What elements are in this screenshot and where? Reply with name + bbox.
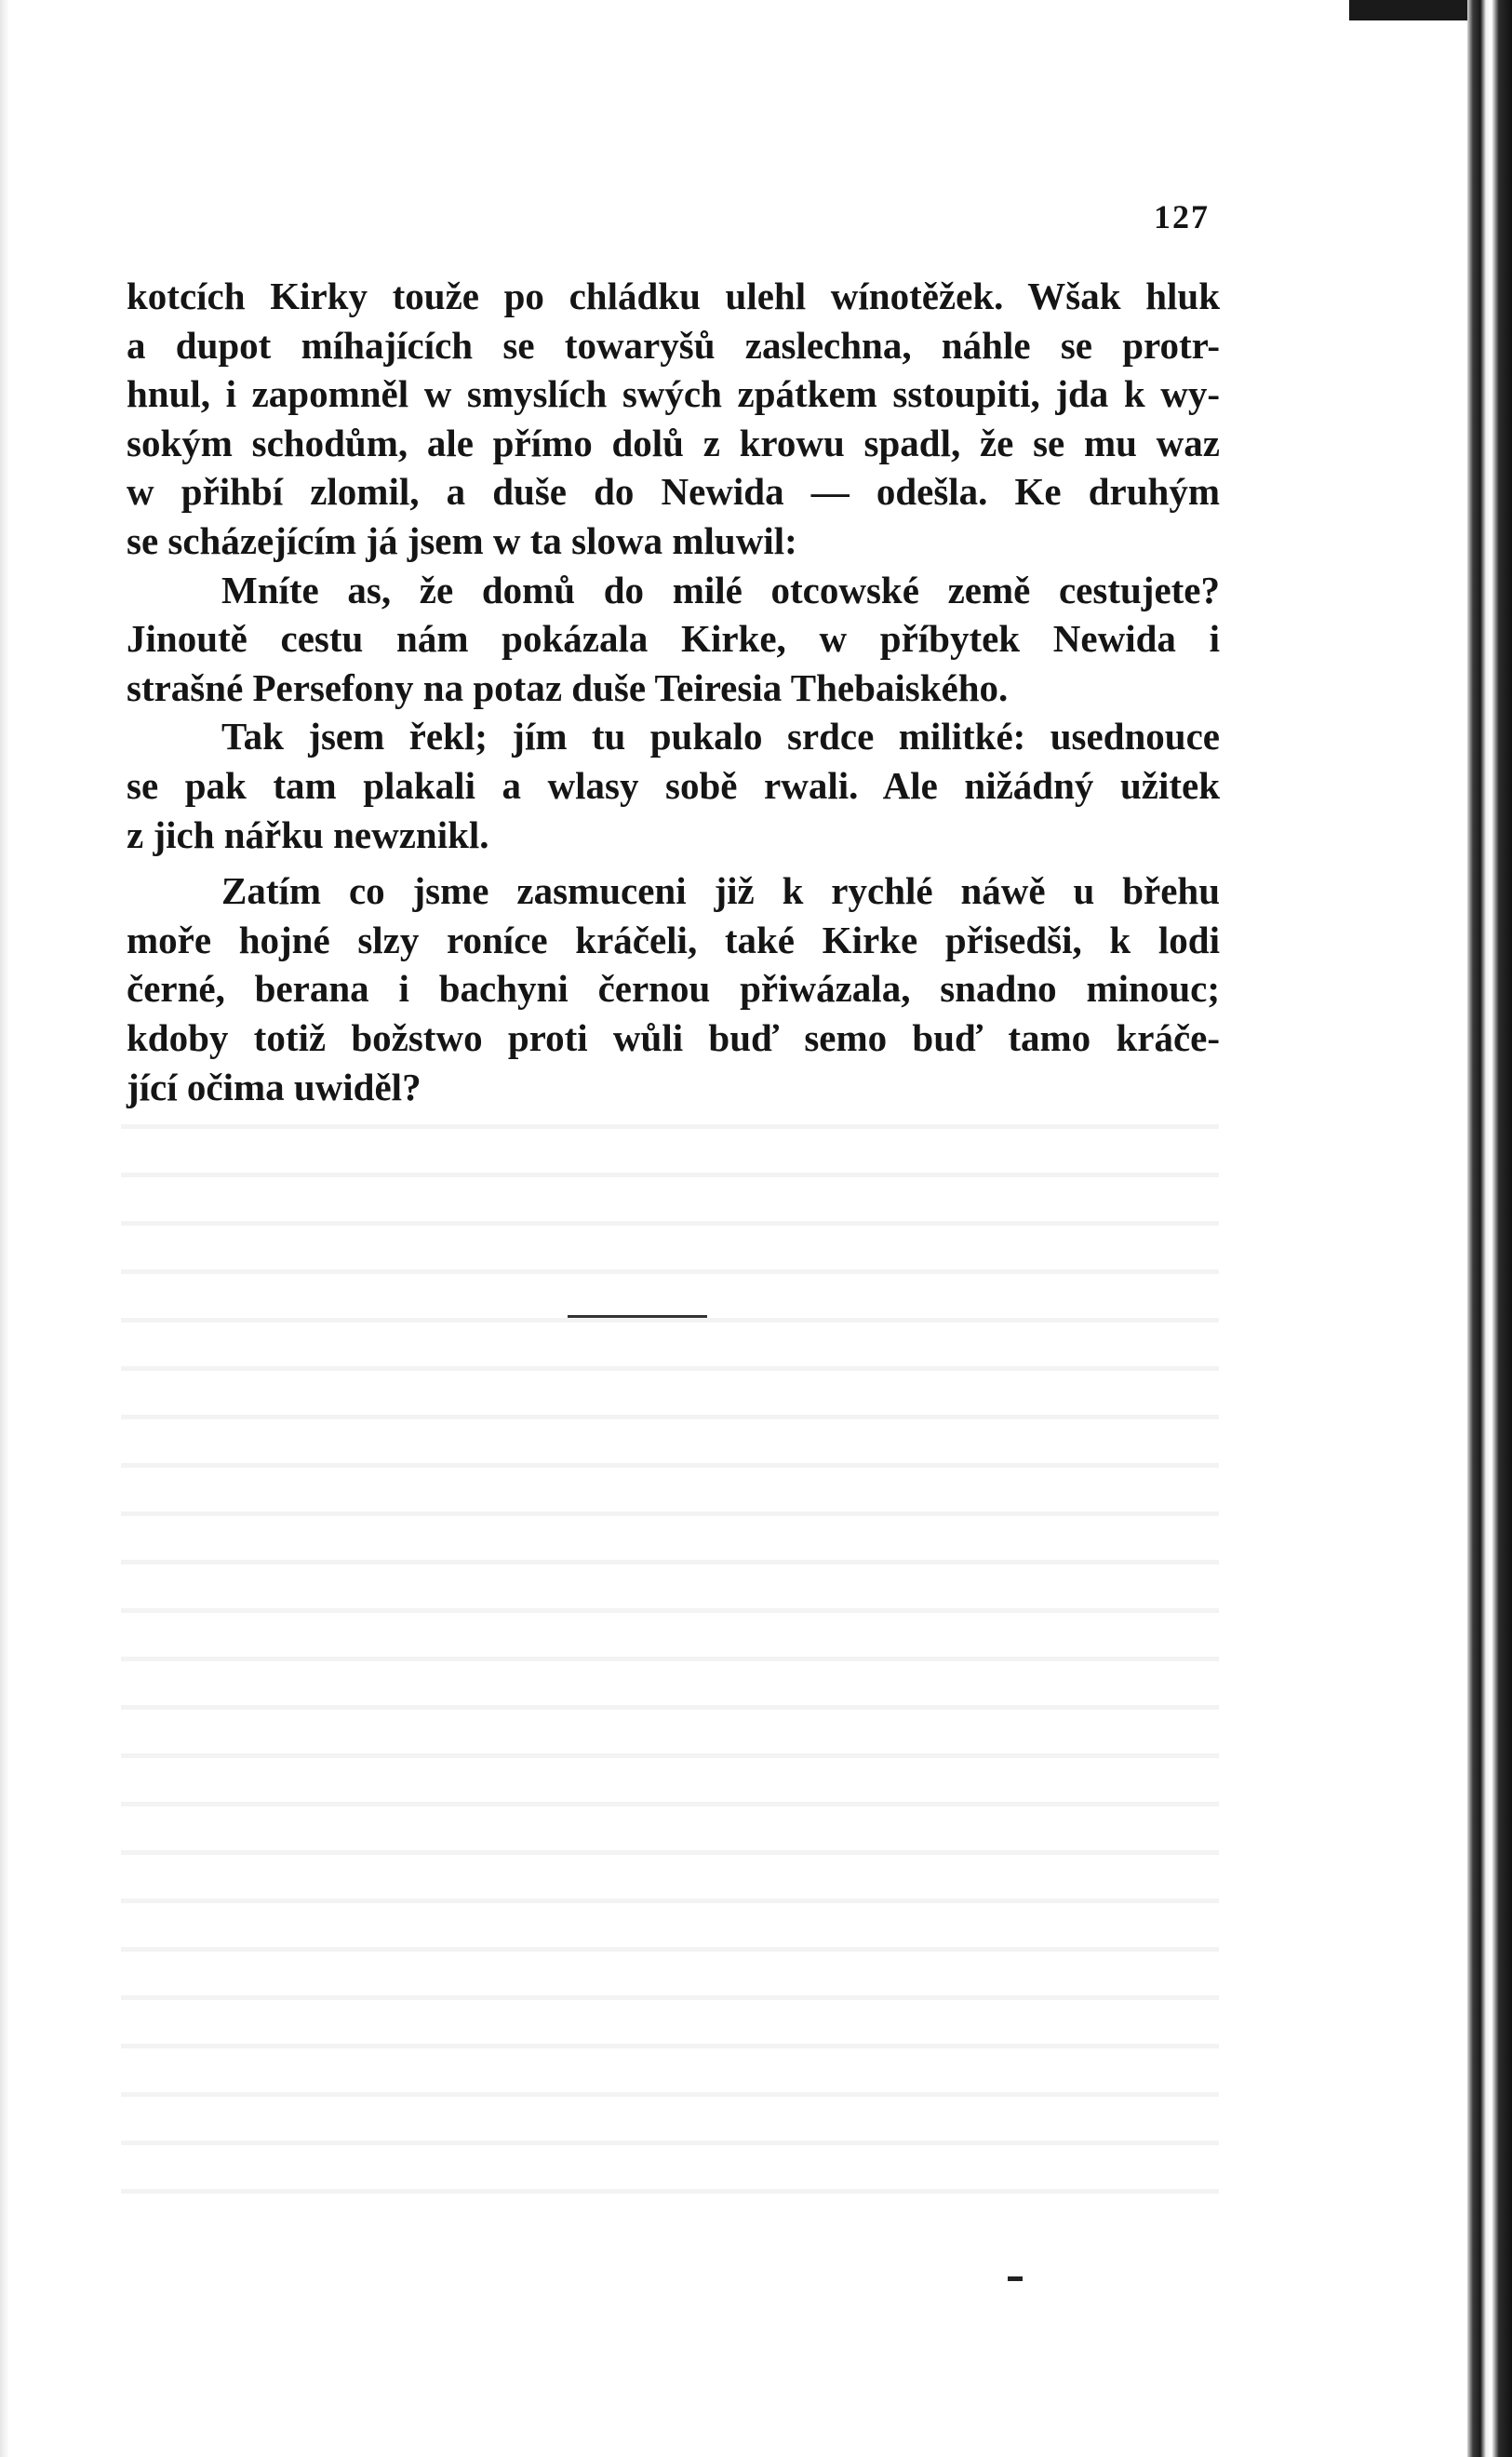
text-line: kdoby totiž božstwo proti wůli buď semo buď tamo kráče- [127, 1015, 1220, 1059]
text-line: sokým schodům, ale přímo dolů z krowu spadl, že se mu waz [127, 421, 1220, 464]
text-line: se scházejícím já jsem w ta slowa mluwil: [127, 518, 797, 562]
text-line: Jinoutě cestu nám pokázala Kirke, w příbytek Newida i [127, 617, 1220, 661]
text-line: z jich nářku newznikl. [127, 812, 489, 856]
text-line: moře hojné slzy roníce kráčeli, také Kirke přisedši, k lodi [127, 918, 1220, 961]
scan-edge-left [0, 0, 9, 2457]
scan-edge-right [1467, 0, 1512, 2457]
paragraph [127, 272, 1220, 566]
section-rule [568, 1315, 707, 1318]
text-line: w přihbí zlomil, a duše do Newida — odešla. Ke druhým [127, 470, 1220, 514]
paragraph [127, 566, 1220, 713]
printer-mark [1008, 2276, 1023, 2281]
page-number: 127 [1154, 198, 1210, 235]
text-line: hnul, i zapomněl w smyslích swých zpátkem sstoupiti, jda k wy- [127, 372, 1220, 416]
text-line: kotcích Kirky touže po chládku ulehl wínotěžek. Wšak hluk [127, 275, 1220, 317]
text-line: a dupot míhajících se towaryšů zaslechna, náhle se protr- [127, 323, 1220, 367]
text-line: jící očima uwiděl? [127, 1065, 421, 1108]
paragraph [127, 866, 1220, 1111]
body-text [127, 272, 1220, 1111]
text-line: Mníte as, že domů do milé otcowské země cestujete? [221, 568, 1220, 611]
show-through-text [121, 1098, 1219, 2215]
text-line: černé, berana i bachyni černou přiwázala, snadno minouc; [127, 967, 1220, 1011]
paragraph-gap [127, 859, 1220, 866]
text-line: Zatím co jsme zasmuceni již k rychlé náwě u břehu [221, 869, 1220, 913]
text-line: Tak jsem řekl; jím tu pukalo srdce militké: usednouce [221, 715, 1220, 759]
text-line: strašné Persefony na potaz duše Teiresia Thebaiského. [127, 665, 1009, 709]
paragraph [127, 712, 1220, 859]
text-line: se pak tam plakali a wlasy sobě rwali. Ale nižádný užitek [127, 763, 1220, 807]
